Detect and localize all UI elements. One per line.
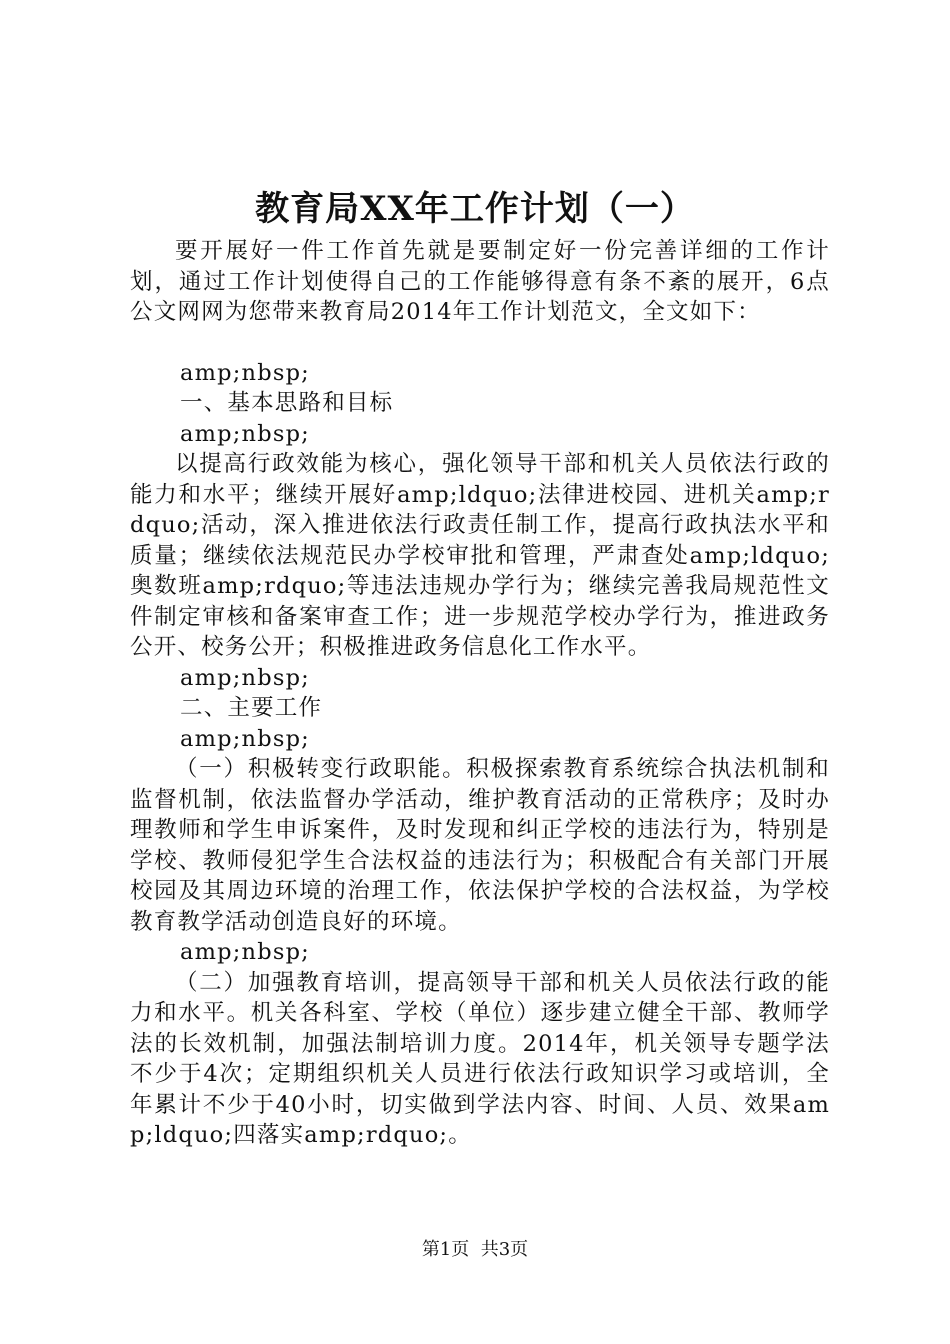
nbsp-line: amp;nbsp; (180, 420, 310, 447)
body-paragraph-3: （二）加强教育培训，提高领导干部和机关人员依法行政的能力和水平。机关各科室、学校（单位）逐步建立健全干部、教师学法的长效机制，加强法制培训力度。2014年，机关领导专题学法不少于4次；定期组织机关人员进行依法行政知识学习或培训，全年累计不少于40小时，切实做到学法内容、时间、人员、效果amp;ldquo;四落实amp;rdquo;。 (130, 969, 830, 1148)
body-paragraph-2: （一）积极转变行政职能。积极探索教育系统综合执法机制和监督机制，依法监督办学活动，维护教育活动的正常秩序；及时办理教师和学生申诉案件，及时发现和纠正学校的违法行为，特别是学校、教师侵犯学生合法权益的违法行为；积极配合有关部门开展校园及其周边环境的治理工作，依法保护学校的合法权益，为学校教育教学活动创造良好的环境。 (130, 756, 830, 935)
section-heading-1: 一、基本思路和目标 (180, 390, 394, 416)
document-title: 教育局XX年工作计划（一） (255, 189, 695, 229)
nbsp-line: amp;nbsp; (180, 359, 310, 386)
section-heading-2: 二、主要工作 (180, 695, 323, 721)
nbsp-line: amp;nbsp; (180, 725, 310, 752)
document-body (130, 236, 830, 1151)
body-paragraph-1: 以提高行政效能为核心，强化领导干部和机关人员依法行政的能力和水平；继续开展好amp;ldquo;法律进校园、进机关amp;rdquo;活动，深入推进依法行政责任制工作，提高行政执法水平和质量；继续依法规范民办学校审批和管理，严肃查处amp;ldquo;奥数班amp;rdquo;等违法违规办学行为；继续完善我局规范性文件制定审核和备案审查工作；进一步规范学校办学行为，推进政务公开、校务公开；积极推进政务信息化工作水平。 (130, 451, 830, 660)
intro-paragraph: 要开展好一件工作首先就是要制定好一份完善详细的工作计划，通过工作计划使得自己的工作能够得意有条不紊的展开，6点公文网网为您带来教育局2014年工作计划范文，全文如下： (130, 238, 830, 325)
nbsp-line: amp;nbsp; (180, 664, 310, 691)
page-footer: 第1页 共3页 (421, 1239, 529, 1260)
nbsp-line: amp;nbsp; (180, 939, 310, 965)
